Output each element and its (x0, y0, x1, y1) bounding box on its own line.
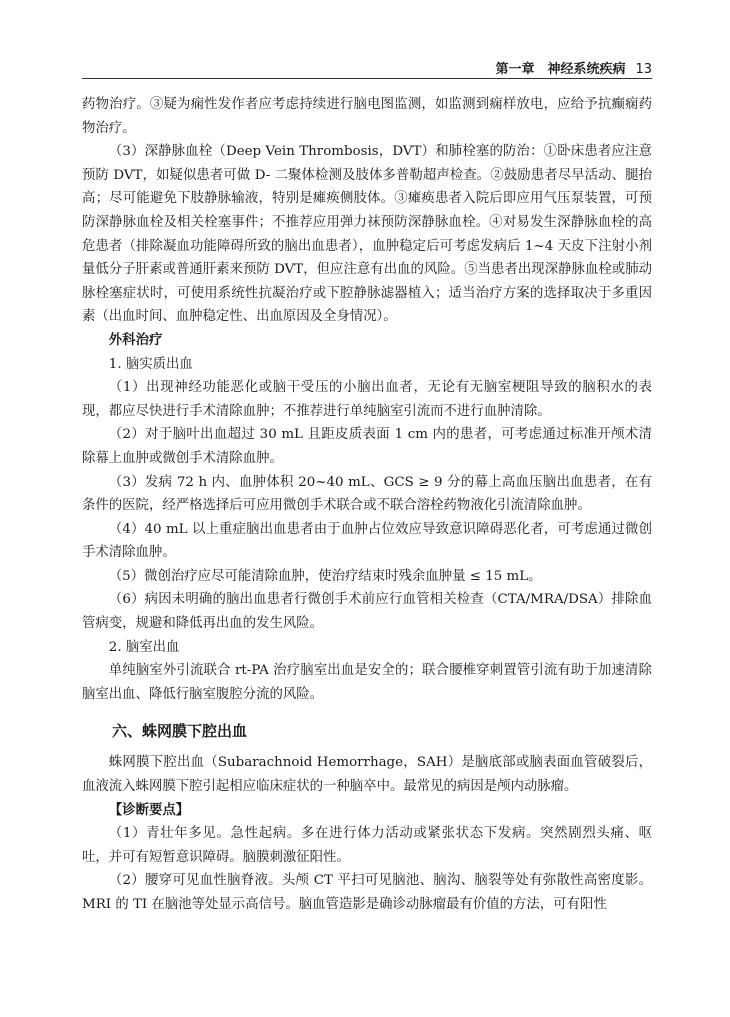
paragraph: （3）深静脉血栓（Deep Vein Thrombosis，DVT）和肺栓塞的防治：①卧床患者应注意预防 DVT，如疑似患者可做 D- 二聚体检测及肢体多普勒超声检查。②鼓励患者尽早活动、腿抬高；尽可能避免下肢静脉输液，特别是瘫痪侧肢体。③瘫痪患者入院后即应用气压泵装置，可预防深静脉血栓及相关栓塞事件；不推荐应用弹力袜预防深静脉血栓。④对易发生深静脉血栓的高危患者（排除凝血功能障碍所致的脑出血患者），血肿稳定后可考虑发病后 1~4 天皮下注射小剂量低分子肝素或普通肝素来预防 DVT，但应注意有出血的风险。⑤当患者出现深静脉血栓或肺动脉栓塞症状时，可使用系统性抗凝治疗或下腔静脉滤器植入；适当治疗方案的选择取决于多重因素（出血时间、血肿稳定性、出血原因及全身情况）。 (82, 144, 652, 325)
paragraph: （3）发病 72 h 内、血肿体积 20~40 mL、GCS ≥ 9 分的幕上高血压脑出血患者，在有条件的医院，经严格选择后可应用微创手术联合或不联合溶栓药物液化引流清除血肿。 (82, 474, 652, 514)
page-body (82, 93, 652, 917)
paragraph: 单纯脑室外引流联合 rt-PA 治疗脑室出血是安全的；联合腰椎穿刺置管引流有助于加速清除脑室出血、降低行脑室腹腔分流的风险。 (82, 663, 652, 702)
subheading-ventricular: 2. 脑室出血 (108, 639, 180, 655)
paragraph: （1）青壮年多见。急性起病。多在进行体力活动或紧张状态下发病。突然剧烈头痛、呕吐，并可有短暂意识障碍。脑膜刺激征阳性。 (82, 826, 652, 865)
subheading-surgical-treatment: 外科治疗 (108, 332, 163, 348)
section-heading-text: 六、蛛网膜下腔出血 (112, 722, 248, 741)
paragraph: 蛛网膜下腔出血（Subarachnoid Hemorrhage，SAH）是脑底部或脑表面血管破裂后，血液流入蛛网膜下腔引起相应临床症状的一种脑卒中。最常见的病因是颅内动脉瘤。 (82, 755, 652, 795)
subheading-parenchymal: 1. 脑实质出血 (108, 356, 193, 372)
paragraph: （5）微创治疗应尽可能清除血肿，使治疗结束时残余血肿量 ≤ 15 mL。 (108, 568, 542, 584)
chapter-title: 第一章 神经系统疾病 (495, 62, 626, 77)
running-header (82, 52, 652, 79)
section-heading (82, 720, 652, 741)
paragraph: （2）腰穿可见血性脑脊液。头颅 CT 平扫可见脑池、脑沟、脑裂等处有弥散性高密度影。MRI 的 TI 在脑池等处显示高信号。脑血管造影是确诊动脉瘤最有价值的方法，可有阳性 (82, 873, 652, 912)
subheading-diagnosis: 【诊断要点】 (108, 802, 190, 818)
paragraph: （1）出现神经功能恶化或脑干受压的小脑出血者，无论有无脑室梗阻导致的脑积水的表现，都应尽快进行手术清除血肿；不推荐进行单纯脑室引流而不进行血肿清除。 (82, 380, 652, 419)
paragraph: （4）40 mL 以上重症脑出血患者由于血肿占位效应导致意识障碍恶化者，可考虑通过微创手术清除血肿。 (82, 521, 652, 561)
paragraph: （2）对于脑叶出血超过 30 mL 且距皮质表面 1 cm 内的患者，可考虑通过标准开颅术清除幕上血肿或微创手术清除血肿。 (82, 427, 652, 466)
header-text (495, 58, 652, 77)
page-number: 13 (635, 62, 652, 77)
paragraph: （6）病因未明确的脑出血患者行微创手术前应行血管相关检查（CTA/MRA/DSA）排除血管病变，规避和降低再出血的发生风险。 (82, 592, 652, 632)
paragraph: 药物治疗。③疑为痫性发作者应考虑持续进行脑电图监测，如监测到痫样放电，应给予抗癫痫药物治疗。 (82, 97, 652, 136)
